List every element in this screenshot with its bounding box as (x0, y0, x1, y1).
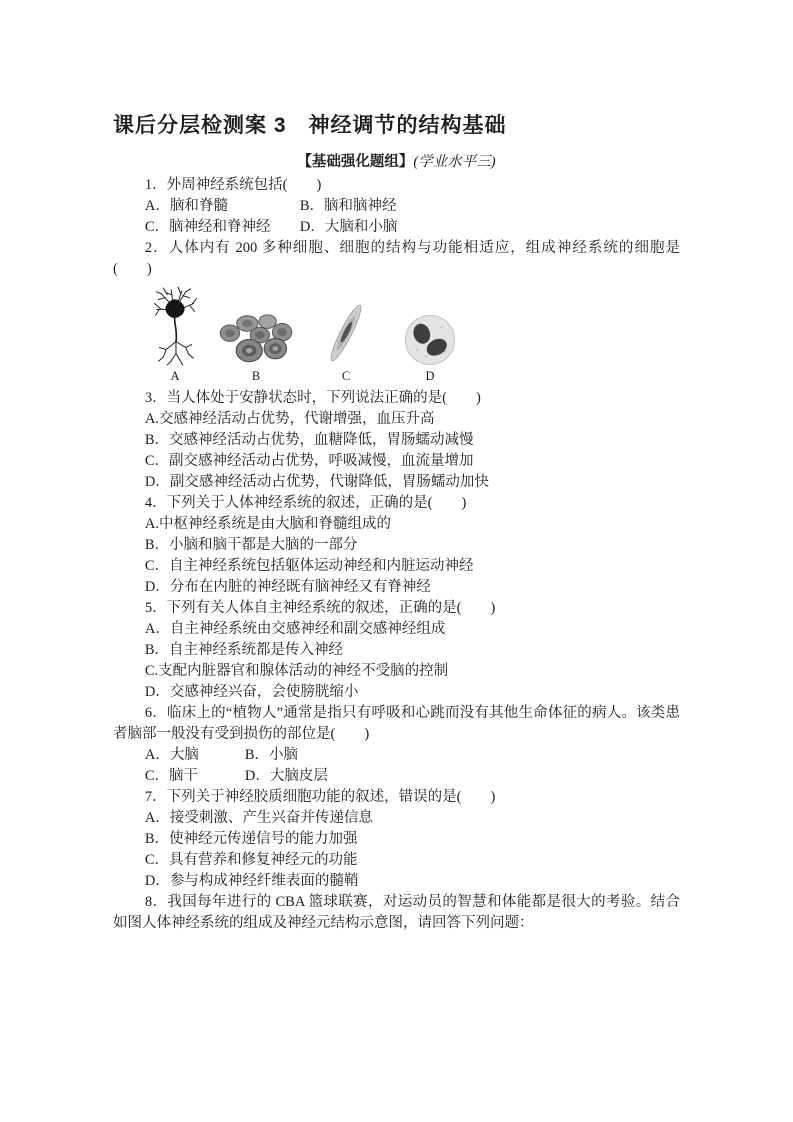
question-8-stem: 8．我国每年进行的 CBA 篮球联赛，对运动员的智慧和体能都是很大的考验。结合如图人体神经系统的组成及神经元结构示意图，请回答下列问题： (113, 894, 680, 931)
question-1-options-row-1 (113, 196, 680, 217)
question-4-option-b: B．小脑和脑干都是大脑的一部分 (144, 537, 358, 553)
question-4-stem: 4．下列关于人体神经系统的叙述，正确的是( ) (144, 495, 467, 511)
question-3-option-c: C．副交感神经活动占优势，呼吸减慢，血流量增加 (144, 453, 474, 469)
figure-c-muscle-cell (315, 299, 377, 383)
question-3-option-d: D．副交感神经活动占优势，代谢降低，胃肠蠕动加快 (144, 474, 489, 490)
figure-a-neuron (143, 285, 207, 383)
question-5-option-a: A．自主神经系统由交感神经和副交感神经组成 (144, 621, 446, 637)
question-7-option-a: A．接受刺激、产生兴奋并传递信息 (144, 810, 373, 826)
question-7-option-d: D．参与构成神经纤维表面的髓鞘 (144, 873, 359, 889)
figure-a-label: A (170, 369, 180, 383)
section-header (113, 152, 680, 173)
question-1-option-c: C．脑神经和脊神经 (144, 219, 271, 235)
question-3-stem: 3．当人体处于安静状态时，下列说法正确的是( ) (144, 390, 481, 406)
question-7-option-b: B．使神经元传递信号的能力加强 (144, 831, 358, 847)
question-4-option-a: A.中枢神经系统是由大脑和脊髓组成的 (144, 516, 391, 532)
question-6-options-row-2 (113, 766, 680, 787)
section-level-note: (学业水平三) (413, 154, 496, 170)
question-5-option-d: D．交感神经兴奋，会使膀胱缩小 (144, 684, 359, 700)
figure-d-label: D (425, 369, 435, 383)
question-3-option-b: B．交感神经活动占优势，血糖降低，胃肠蠕动减慢 (144, 432, 474, 448)
question-5-option-b: B．自主神经系统都是传入神经 (144, 642, 344, 658)
question-6-option-c: C．脑干 (144, 768, 199, 784)
page-content (113, 112, 680, 934)
question-1-stem: 1．外周神经系统包括( ) (144, 177, 322, 193)
question-5-option-c: C.支配内脏器官和腺体活动的神经不受脑的控制 (144, 663, 449, 679)
question-1-option-b: B．脑和脑神经 (299, 198, 397, 214)
question-6-option-b: B．小脑 (244, 747, 299, 763)
question-2-figure-row (113, 287, 680, 383)
white-blood-cell-image (402, 313, 458, 367)
question-6-options-row-1 (113, 745, 680, 766)
figure-b-red-blood-cells (213, 309, 299, 383)
question-5-stem: 5．下列有关人体自主神经系统的叙述，正确的是( ) (144, 600, 496, 616)
red-blood-cells-image (216, 309, 296, 367)
question-1-option-a: A．脑和脊髓 (144, 198, 228, 214)
question-6-stem: 6．临床上的“植物人”通常是指只有呼吸和心跳而没有其他生命体征的病人。该类患者脑部一般没有受到损伤的部位是( ) (113, 705, 680, 742)
figure-b-label: B (251, 369, 261, 383)
page-title: 课后分层检测案 3 神经调节的结构基础 (113, 114, 507, 137)
section-group-label: 【基础强化题组】 (297, 154, 414, 170)
question-7-stem: 7．下列关于神经胶质细胞功能的叙述，错误的是( ) (144, 789, 496, 805)
smooth-muscle-cell-image (320, 299, 372, 367)
question-7-option-c: C．具有营养和修复神经元的功能 (144, 852, 358, 868)
question-4-option-c: C．自主神经系统包括躯体运动神经和内脏运动神经 (144, 558, 474, 574)
question-6-option-d: D．大脑皮层 (244, 768, 328, 784)
question-6-option-a: A．大脑 (144, 747, 199, 763)
question-4-option-d: D．分布在内脏的神经既有脑神经又有脊神经 (144, 579, 431, 595)
question-1-options-row-2 (113, 217, 680, 238)
question-3-option-a: A.交感神经活动占优势，代谢增强，血压升高 (144, 411, 435, 427)
question-2-stem: 2．人体内有 200 多种细胞、细胞的结构与功能相适应，组成神经系统的细胞是( ) (113, 240, 680, 277)
neuron-cell-image (147, 285, 203, 367)
figure-c-label: C (341, 369, 351, 383)
figure-d-white-blood-cell (399, 313, 461, 383)
question-1-option-d: D．大脑和小脑 (299, 219, 398, 235)
